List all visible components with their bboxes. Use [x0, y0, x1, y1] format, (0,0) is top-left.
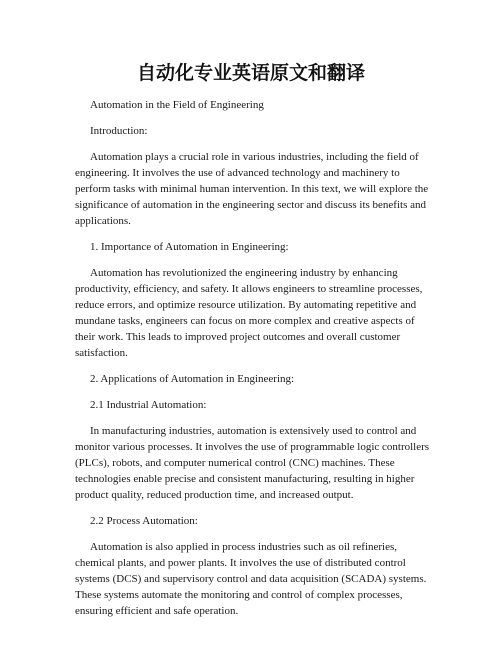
paragraph-introduction: Automation plays a crucial role in various industries, including the field of engineering. It involves the use of advanced technology and machinery to perform tasks with minimal human intervention. In this text, we will explore the significance of automation in the engineering sector and discuss its benefits and applications.	[75, 151, 429, 227]
paragraph-process: Automation is also applied in process industries such as oil refineries, chemical plants, and power plants. It involves the use of distributed control systems (DCS) and supervisory control and data acquisition (SCADA) systems. These systems automate the monitoring and control of complex processes, ensuring efficient and safe operation.	[75, 541, 427, 617]
subsection-heading-industrial: 2.1 Industrial Automation:	[90, 399, 207, 411]
article-heading: Automation in the Field of Engineering	[90, 99, 264, 111]
section-heading-applications: 2. Applications of Automation in Engineering:	[90, 373, 295, 385]
subsection-heading-process: 2.2 Process Automation:	[90, 515, 198, 527]
document-title: 自动化专业英语原文和翻译	[136, 62, 365, 84]
document-body	[75, 97, 430, 629]
paragraph-industrial: In manufacturing industries, automation is extensively used to control and monitor various processes. It involves the use of programmable logic controllers (PLCs), robots, and computer numerical control (CNC) machines. These technologies enable precise and consistent manufacturing, resulting in higher product quality, reduced production time, and increased output.	[75, 425, 430, 501]
paragraph-importance: Automation has revolutionized the engineering industry by enhancing productivity, efficiency, and safety. It allows engineers to streamline processes, reduce errors, and optimize resource utilization. By automating repetitive and mundane tasks, engineers can focus on more complex and creative aspects of their work. This leads to improved project outcomes and overall customer satisfaction.	[75, 267, 423, 359]
section-heading-introduction: Introduction:	[90, 125, 148, 137]
section-heading-importance: 1. Importance of Automation in Engineering:	[90, 241, 289, 253]
